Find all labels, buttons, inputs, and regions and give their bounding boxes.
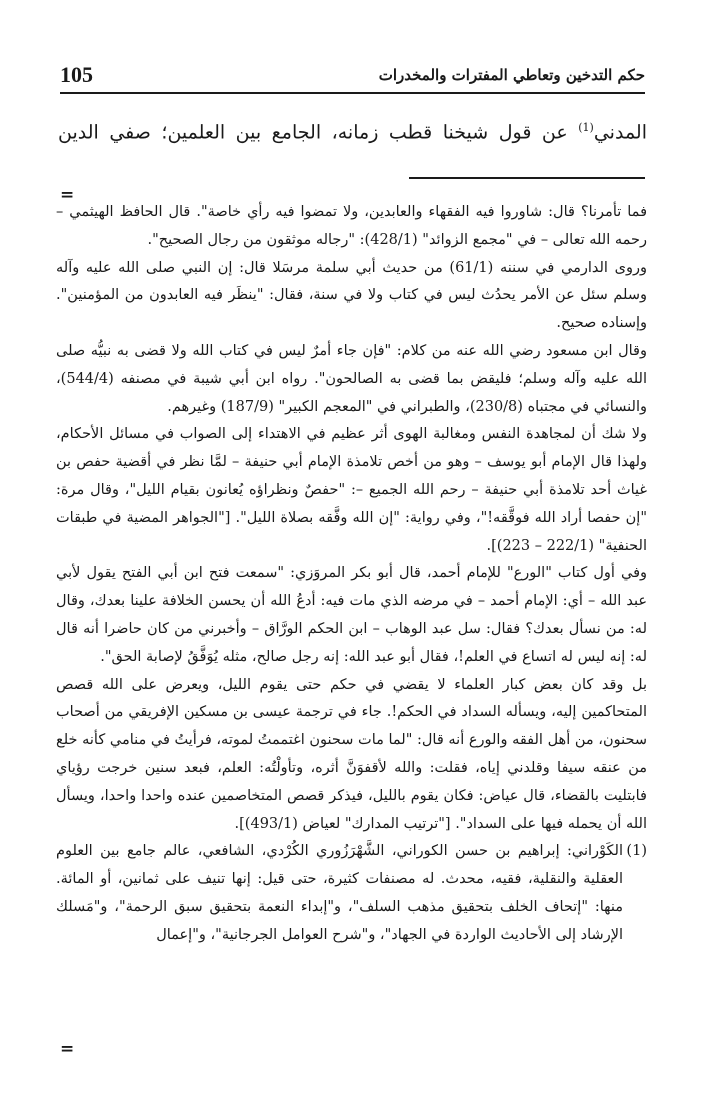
main-text-rest: عن قول شيخنا قطب زمانه، الجامع بين العلمين؛ صفي الدين	[58, 121, 579, 144]
note-paragraph: وفي أول كتاب "الورع" للإمام أحمد، قال أبو بكر المروَزي: "سمعت فتح ابن أبي الفتح يقول لأبي عبد الله – أي: الإمام أحمد – في مرضه الذي مات فيه: أدعُ الله أن يحسن الخلافة علينا بعدك، وقال له: من نسأل بعدك؟ فقال: سل عبد الوهاب – ابن الحكم الورَّاق – وأخبرني من كان حاضرا أنه قال له: إنه ليس له اتساع في العلم!، فقال أبو عبد الله: إنه رجل صالح، مثله يُوَفَّقُ لإصابة الحق".	[56, 565, 647, 665]
page-header	[60, 62, 645, 90]
footnote-text: الكَوْراني: إبراهيم بن حسن الكوراني، الشَّهْرَزُوري الكُرْدي، الشافعي، عالم جامع بين العلوم العقلية والنقلية، فقيه، محدث. له مصنفات كثيرة، حتى قيل: إنها تنيف على ثمانين، أو المائة. منها: "إتحاف الخلف بتحقيق مذهب السلف"، و"إبداء النعمة بتحقيق سبق الرحمة"، و"مَسلك الإرشاد إلى الأحاديث الواردة في الجهاد"، و"شرح العوامل الجرجانية"، و"إعمال	[56, 843, 623, 943]
footnote-reference: (1)	[578, 121, 594, 134]
note-paragraph: فما تأمرنا؟ قال: شاوروا فيه الفقهاء والعابدين، ولا تمضوا فيه رأي خاصة". قال الحافظ الهيثمي – رحمه الله تعالى – في "مجمع الزوائد" (428/1): "رجاله موثقون من رجال الصحيح".	[56, 204, 647, 248]
note-paragraph: ولا شك أن لمجاهدة النفس ومغالبة الهوى أثر عظيم في الاهتداء إلى الصواب في مسائل الأحكام، ولهذا قال الإمام أبو يوسف – وهو من أخص تلامذة الإمام أبي حنيفة – لمَّا نظر في أقضية حفص بن غياث أحد تلامذة أبي حنيفة – رحم الله الجميع –: "حفصٌ ونظراؤه يُعانون بقيام الليل"، وقال مرة: "إن حفصا أراد الله فوقَّقه!"، وفي رواية: "إن الله وفَّقه بصلاة الليل". ["الجواهر المضية في طبقات الحنفية" (222/1 – 223)].	[56, 426, 647, 554]
main-text	[58, 112, 647, 148]
running-title: حكم التدخين وتعاطي المفترات والمخدرات	[378, 66, 645, 84]
footnote-separator	[409, 177, 645, 179]
main-text-start: المدني	[593, 121, 647, 144]
note-paragraph: وروى الدارمي في سننه (61/1) من حديث أبي سلمة مرسَلا قال: إن النبي صلى الله عليه وآله وسلم سئل عن الأمر يحدُث ليس في كتاب ولا في سنة، فقال: "ينظَر فيه العابدون من المؤمنين". وإسناده صحيح.	[56, 259, 647, 332]
footnote-1	[56, 838, 647, 949]
footnote-number: (1)	[626, 843, 647, 860]
continuation-mark-bottom: =	[60, 1039, 75, 1059]
header-rule	[60, 92, 645, 94]
note-paragraph: وقال ابن مسعود رضي الله عنه من كلام: "فإن جاء أمرٌ ليس في كتاب الله ولا قضى به نبيُّه صلى الله عليه وآله وسلم؛ فليقض بما قضى به الصالحون". رواه ابن أبي شيبة في مصنفه (544/4)، والنسائي في مجتباه (230/8)، والطبراني في "المعجم الكبير" (187/9) وغيرهم.	[56, 342, 647, 415]
note-paragraph: بل وقد كان بعض كبار العلماء لا يقضي في حكم حتى يقوم الليل، ويعرض على الله قصص المتحاكمين إليه، ويسأله السداد في الحكم!. جاء في ترجمة عيسى بن مسكين الإفريقي من أصحاب سحنون، من أهل الفقه والورع أنه قال: "لما مات سحنون اغتممتُ لموته، فرأيتُ في منامي كأنه خلع من عنقه سيفا وقلدني إياه، فقلت: والله لأقفوَنَّ أثره، وتأولْتُه: العلم، فبعد سنين خرجت رؤياي فابتليت بالقضاء، قال عياض: فكان يقوم بالليل، فيذكر قصص المتخاصمين عنده واحدا واحدا، ويسأل الله أن يحمله فيها على السداد". ["ترتيب المدارك" لعياض (493/1)].	[56, 676, 647, 832]
continuation-mark-top: =	[60, 185, 75, 205]
page-number: 105	[60, 62, 93, 87]
notes-section	[56, 199, 647, 950]
